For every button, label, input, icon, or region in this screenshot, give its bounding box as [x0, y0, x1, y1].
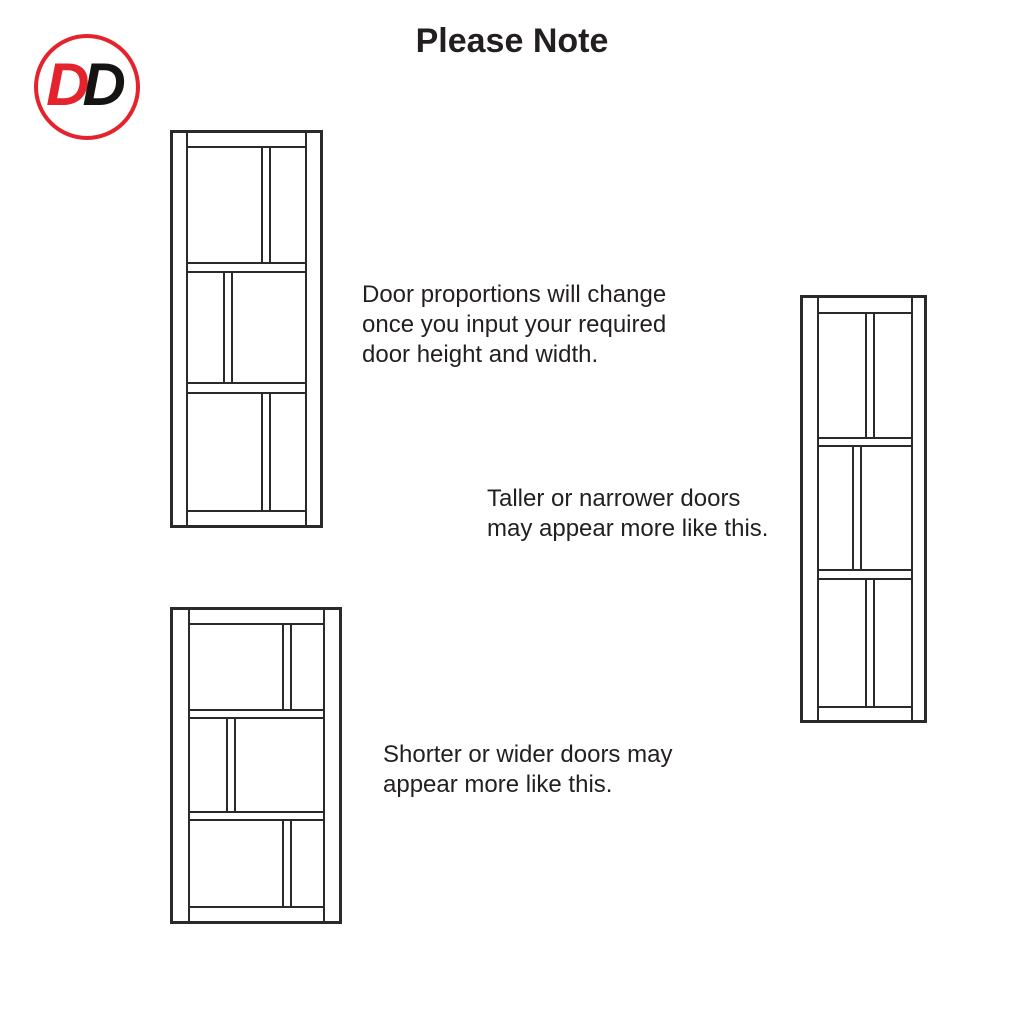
- door-diagram-standard: [170, 130, 323, 528]
- door-glazing-bars: [818, 313, 912, 707]
- note-line: once you input your required: [362, 311, 667, 338]
- note-line: may appear more like this.: [487, 515, 769, 542]
- door-glazing-bars: [187, 147, 306, 511]
- note-shorter-wider: [383, 740, 672, 800]
- dd-logo-letter-red: D: [46, 51, 83, 118]
- note-line: door height and width.: [362, 341, 599, 368]
- note-line: appear more like this.: [383, 771, 613, 798]
- door-frame: [802, 297, 926, 722]
- dd-logo-letters: [46, 51, 128, 118]
- door-diagram-taller-narrower: [800, 295, 927, 723]
- note-line: Door proportions will change: [362, 281, 667, 308]
- note-taller-narrower: [487, 484, 768, 544]
- door-frame: [172, 609, 341, 923]
- door-diagram-shorter-wider: [170, 607, 342, 924]
- note-door-proportions: [362, 280, 666, 370]
- dd-logo-letter-black: D: [82, 51, 119, 118]
- page-title: Please Note: [415, 22, 609, 60]
- note-line: Shorter or wider doors may: [383, 741, 673, 768]
- note-line: Taller or narrower doors: [487, 485, 741, 512]
- door-glazing-bars: [189, 624, 324, 907]
- door-frame: [172, 132, 322, 527]
